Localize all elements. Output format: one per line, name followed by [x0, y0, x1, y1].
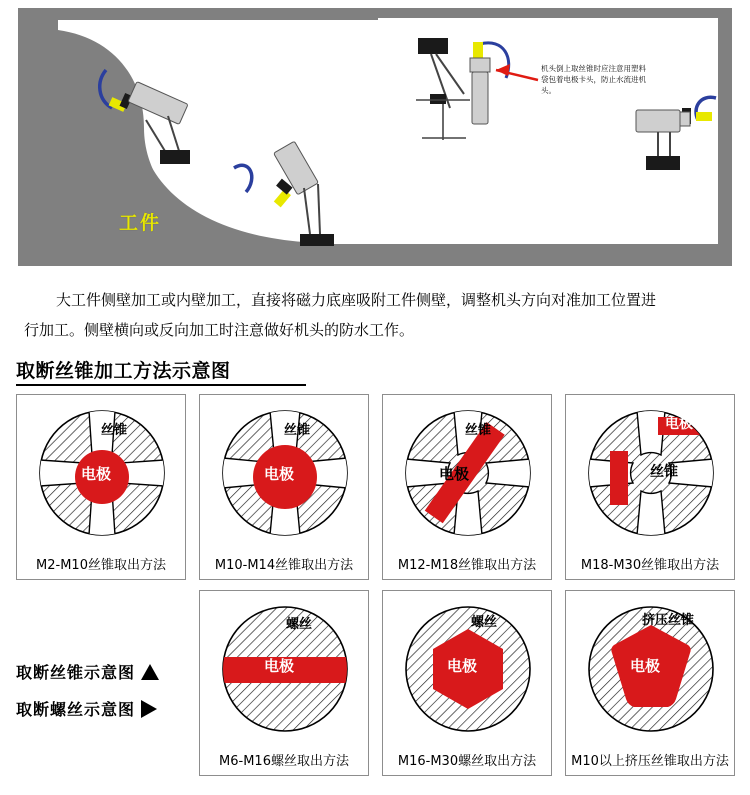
side-legend: [16, 660, 196, 734]
diagram-card-m6-m16: [199, 590, 369, 776]
workpiece-label: 工件: [119, 212, 162, 234]
diagram-card-m18-m30: [565, 394, 735, 580]
electrode-label: 电极: [264, 465, 295, 483]
diagram-card-m2-m10: [16, 394, 186, 580]
triangle-right-icon: [141, 700, 157, 718]
electrode-label: 电极: [665, 416, 693, 432]
paragraph-line-1: 大工件侧壁加工或内壁加工，直接将磁力底座吸附工件侧壁，调整机头方向对准加工位置进: [56, 291, 657, 309]
electrode-label: 电极: [439, 465, 470, 483]
card-caption: M10以上挤压丝锥取出方法: [571, 754, 729, 769]
paragraph-line-2: 行加工。侧壁横向或反向加工时注意做好机头的防水工作。: [24, 321, 415, 339]
card-caption: M2-M10丝锥取出方法: [36, 558, 166, 573]
diagram-card-m12-m18: [382, 394, 552, 580]
hero-illustration: [18, 8, 732, 266]
triangle-up-icon: [141, 664, 159, 680]
electrode-label: 电极: [630, 657, 661, 675]
legend-row-screw: [16, 697, 196, 720]
screw-label: 螺丝: [286, 617, 313, 632]
tap-label: 丝锥: [650, 464, 678, 480]
tap-label: 丝锥: [101, 423, 128, 438]
diagram-card-m10-extrude: [565, 590, 735, 776]
card-caption: M6-M16螺丝取出方法: [219, 754, 349, 769]
electrode-label: 电极: [447, 657, 478, 675]
tap-label: 丝锥: [465, 423, 492, 438]
card-caption: M18-M30丝锥取出方法: [580, 558, 720, 573]
diagram-card-m16-m30: [382, 590, 552, 776]
diagram-card-m10-m14: [199, 394, 369, 580]
extrude-tap-label: 挤压丝锥: [642, 613, 695, 628]
section-title-underline: [16, 384, 306, 386]
section-title: 取断丝锥加工方法示意图: [16, 360, 231, 382]
electrode-label: 电极: [81, 465, 112, 483]
tap-label: 丝锥: [284, 423, 311, 438]
screw-label: 螺丝: [471, 615, 498, 630]
legend-label-tap: 取断丝锥示意图: [16, 663, 136, 682]
card-caption: M12-M18丝锥取出方法: [397, 558, 537, 573]
hero-annotation: 机头倒上取丝锥时应注意用塑料袋包着电极卡头，防止水流进机头。: [541, 64, 646, 95]
legend-label-screw: 取断螺丝示意图: [16, 700, 136, 719]
electrode-label: 电极: [264, 657, 295, 675]
legend-row-tap: [16, 660, 196, 683]
card-caption: M10-M14丝锥取出方法: [214, 558, 354, 573]
card-caption: M16-M30螺丝取出方法: [397, 754, 537, 769]
body-paragraph: [24, 285, 730, 345]
